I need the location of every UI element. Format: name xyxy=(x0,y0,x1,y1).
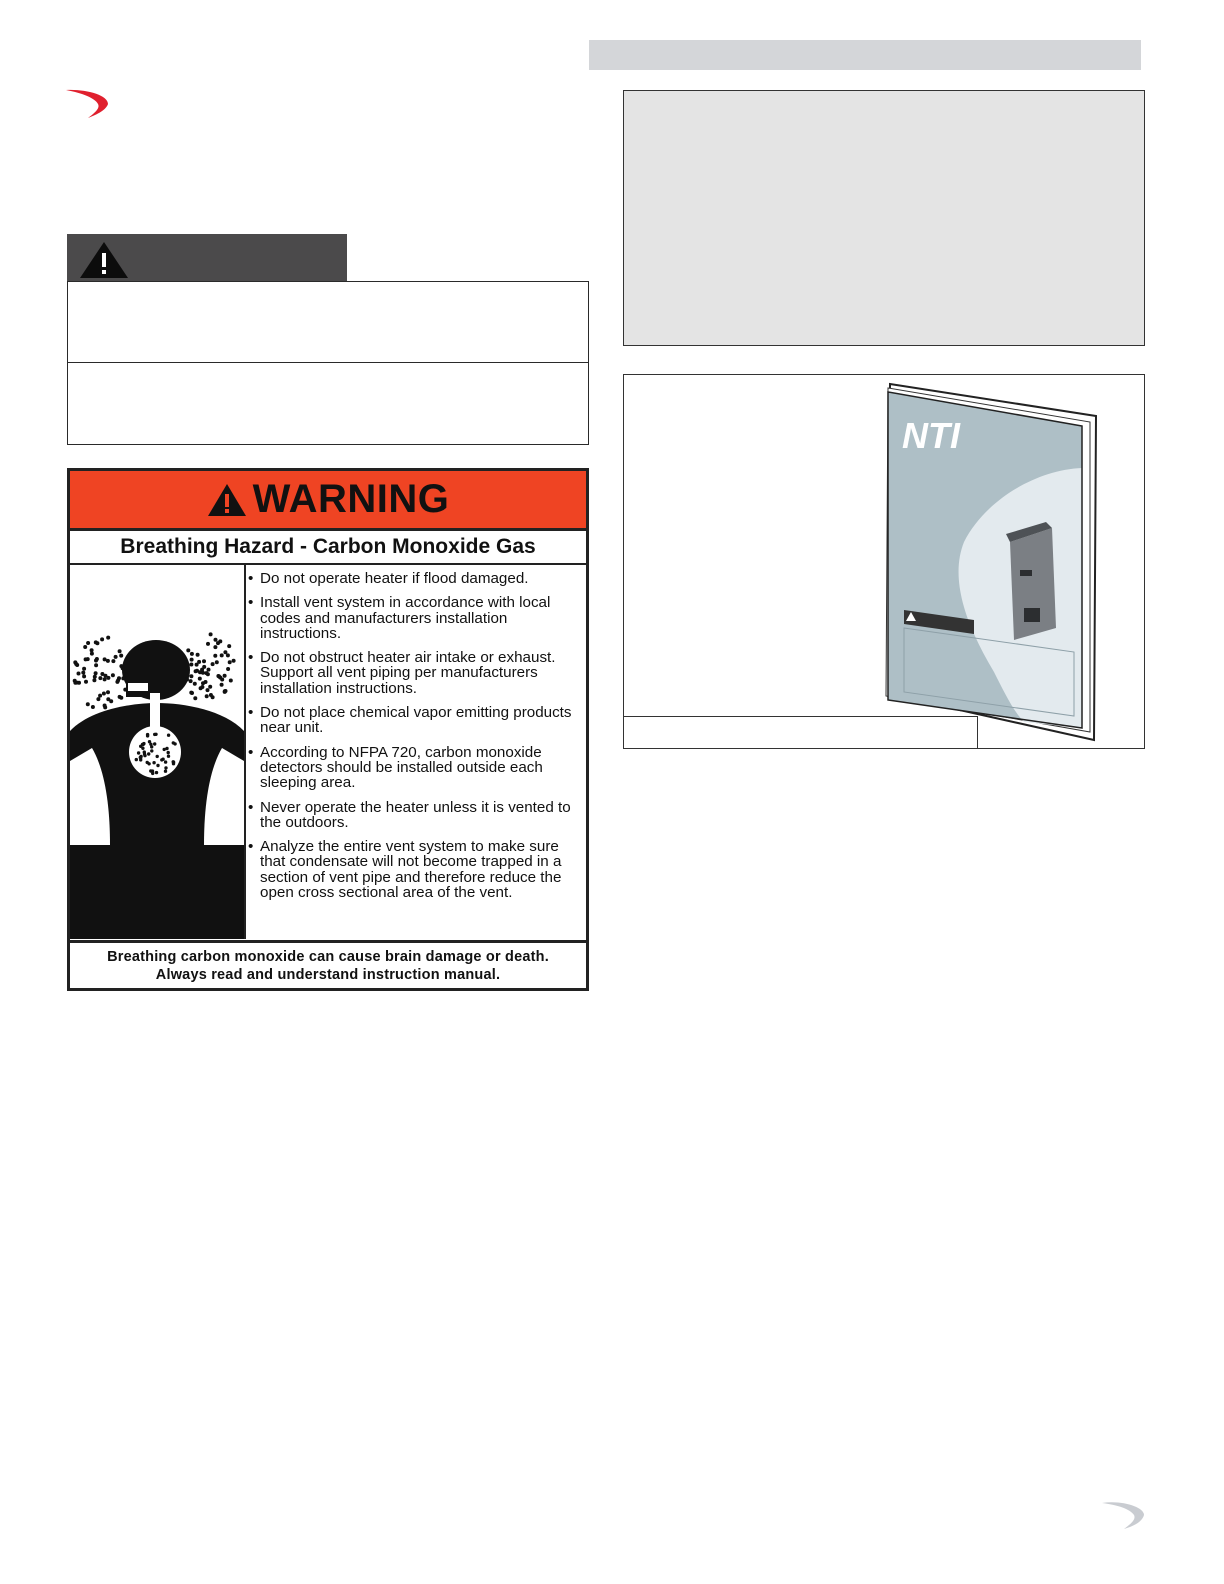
co-particle-dot xyxy=(106,690,110,694)
co-particle-dot xyxy=(220,653,224,657)
warning-bullet: • Do not obstruct heater air intake or exhaust. Support all vent piping per manufacturers installation instructions. xyxy=(248,650,582,696)
co-particle-dot xyxy=(206,688,210,692)
co-particle-dot xyxy=(206,642,210,646)
co-particle-dot xyxy=(118,649,122,653)
co-particle-dot xyxy=(194,669,198,673)
manual-cover-image xyxy=(884,382,1100,742)
co-particle-dot xyxy=(94,663,98,667)
co-particle-dot xyxy=(167,734,170,737)
co-particle-dot xyxy=(216,674,220,678)
co-particle-dot xyxy=(204,671,208,675)
co-particle-dot xyxy=(189,663,193,667)
caution-notice-box xyxy=(67,281,589,445)
co-particle-dot xyxy=(82,674,86,678)
co-particle-dot xyxy=(209,693,213,697)
warning-triangle-icon xyxy=(207,483,247,517)
co-particle-dot xyxy=(165,747,168,750)
warning-bullet: • Analyze the entire vent system to make sure that condensate will not become trapped in a section of vent pipe and therefore reduce the open cross sectional area of the vent. xyxy=(248,839,582,900)
co-particle-dot xyxy=(208,685,212,689)
warning-footer-line-2: Always read and understand instruction manual. xyxy=(155,967,501,983)
co-particle-dot xyxy=(143,752,146,755)
warning-heading: WARNING xyxy=(252,477,450,521)
notice-gray-box xyxy=(623,90,1145,346)
co-particle-dot xyxy=(153,733,156,736)
co-particle-dot xyxy=(90,652,94,656)
co-particle-dot xyxy=(121,676,125,680)
co-particle-dot xyxy=(106,636,110,640)
co-particle-dot xyxy=(213,645,217,649)
co-particle-dot xyxy=(119,664,123,668)
co-particle-dot xyxy=(124,673,128,677)
co-particle-dot xyxy=(90,648,94,652)
co-particle-dot xyxy=(211,662,215,666)
co-particle-dot xyxy=(167,751,170,754)
co-particle-dot xyxy=(141,747,144,750)
co-particle-dot xyxy=(193,696,197,700)
co-particle-dot xyxy=(73,679,77,683)
co-particle-dot xyxy=(100,637,104,641)
co-particle-dot xyxy=(153,742,156,745)
co-particle-dot xyxy=(77,672,81,676)
co-particle-dot xyxy=(106,676,110,680)
co-particle-dot xyxy=(196,653,200,657)
co-particle-dot xyxy=(190,652,194,656)
co-particle-dot xyxy=(226,667,230,671)
co-particle-dot xyxy=(172,762,175,765)
co-particle-dot xyxy=(86,641,90,645)
co-particle-dot xyxy=(103,677,107,681)
co-particle-dot xyxy=(103,657,107,661)
co-particle-dot xyxy=(214,638,218,642)
co-particle-dot xyxy=(98,676,102,680)
co-particle-dot xyxy=(150,749,153,752)
co-particle-dot xyxy=(164,760,167,763)
co-particle-dot xyxy=(167,755,170,758)
co-particle-dot xyxy=(204,680,208,684)
warning-bullet: • Do not operate heater if flood damaged. xyxy=(248,571,582,586)
co-particle-dot xyxy=(91,705,95,709)
co-particle-dot xyxy=(172,741,175,744)
co-particle-dot xyxy=(82,667,86,671)
co-particle-dot xyxy=(119,696,123,700)
caution-tab xyxy=(67,234,347,282)
co-particle-dot xyxy=(209,632,213,636)
co-particle-dot xyxy=(86,702,90,706)
co-particle-dot xyxy=(160,758,163,761)
co-particle-dot xyxy=(223,650,227,654)
co-particle-dot xyxy=(200,685,204,689)
co-particle-dot xyxy=(109,699,113,703)
co-particle-dot xyxy=(198,677,202,681)
caution-triangle-icon xyxy=(78,240,130,280)
warning-bullet: • Never operate the heater unless it is vented to the outdoors. xyxy=(248,800,582,831)
co-particle-dot xyxy=(232,659,236,663)
co-particle-dot xyxy=(227,644,231,648)
co-particle-dot xyxy=(93,675,97,679)
co-particle-dot xyxy=(147,752,150,755)
co-particle-dot xyxy=(135,758,138,761)
co-particle-dot xyxy=(189,674,193,678)
co-particle-dot xyxy=(103,704,107,708)
co-particle-dot xyxy=(83,645,87,649)
warning-bullet: • According to NFPA 720, carbon monoxide detectors should be installed outside each sleeping area. xyxy=(248,745,582,791)
co-particle-dot xyxy=(84,680,88,684)
co-particle-dot xyxy=(151,772,154,775)
warning-footer xyxy=(70,940,586,988)
co-particle-dot xyxy=(186,648,190,652)
co-particle-dot xyxy=(152,761,155,764)
co-particle-dot xyxy=(200,668,204,672)
co-particle-dot xyxy=(95,657,99,661)
co-particle-dot xyxy=(156,755,159,758)
co-particle-dot xyxy=(215,660,219,664)
co-particle-dot xyxy=(228,660,232,664)
co-particle-dot xyxy=(205,694,209,698)
co-particle-dot xyxy=(156,764,159,767)
co-particle-dot xyxy=(100,672,104,676)
co-particle-dot xyxy=(96,697,100,701)
co-particle-dot xyxy=(123,688,127,692)
co-particle-dot xyxy=(189,679,193,683)
co-particle-dot xyxy=(226,653,230,657)
co-particle-dot xyxy=(111,659,115,663)
co-particle-dot xyxy=(220,683,224,687)
co-particle-dot xyxy=(190,658,194,662)
co-warning-label xyxy=(67,468,589,991)
warning-bullet-list xyxy=(248,571,582,909)
co-particle-dot xyxy=(223,689,227,693)
co-particle-dot xyxy=(119,654,123,658)
co-particle-dot xyxy=(92,678,96,682)
warning-footer-line-1: Breathing carbon monoxide can cause brain damage or death. xyxy=(107,949,549,965)
co-particle-dot xyxy=(164,770,167,773)
co-particle-dot xyxy=(223,674,227,678)
warning-bullet: • Install vent system in accordance with local codes and manufacturers installation instructions. xyxy=(248,595,582,641)
warning-header xyxy=(70,471,586,531)
co-particle-dot xyxy=(114,655,118,659)
co-particle-dot xyxy=(197,660,201,664)
warning-bullet: • Do not place chemical vapor emitting products near unit. xyxy=(248,705,582,736)
co-particle-dot xyxy=(148,740,151,743)
co-particle-dot xyxy=(220,678,224,682)
co-particle-dot xyxy=(229,679,233,683)
co-particle-dot xyxy=(185,677,189,681)
co-particle-dot xyxy=(207,668,211,672)
co-particle-dot xyxy=(117,676,121,680)
co-particle-dot xyxy=(141,743,144,746)
co-particle-dot xyxy=(73,660,77,664)
co-particle-dot xyxy=(216,641,220,645)
warning-subtitle: Breathing Hazard - Carbon Monoxide Gas xyxy=(70,531,586,565)
notice-divider xyxy=(68,362,588,363)
co-particle-dot xyxy=(193,682,197,686)
co-particle-dot xyxy=(146,733,149,736)
co-hazard-pictogram xyxy=(70,565,246,939)
co-particle-dot xyxy=(147,762,150,765)
co-particle-dot xyxy=(102,692,106,696)
co-particle-dot xyxy=(95,641,99,645)
co-particle-dot xyxy=(77,681,81,685)
co-particle-dot xyxy=(98,694,102,698)
co-particle-dot xyxy=(155,771,158,774)
section-header-bar xyxy=(589,40,1141,70)
co-particle-dot xyxy=(139,755,142,758)
co-particle-dot xyxy=(190,691,194,695)
co-particle-dot xyxy=(94,671,98,675)
co-particle-dot xyxy=(81,671,85,675)
co-particle-dot xyxy=(86,657,90,661)
footer-swoosh-icon xyxy=(1100,1497,1146,1531)
co-particle-dot xyxy=(213,654,217,658)
manual-brand-logo: NTI xyxy=(902,415,960,456)
brand-swoosh-icon xyxy=(62,86,112,120)
co-particle-dot xyxy=(202,659,206,663)
co-particle-dot xyxy=(111,673,115,677)
co-particle-dot xyxy=(137,751,140,754)
co-particle-dot xyxy=(164,766,167,769)
